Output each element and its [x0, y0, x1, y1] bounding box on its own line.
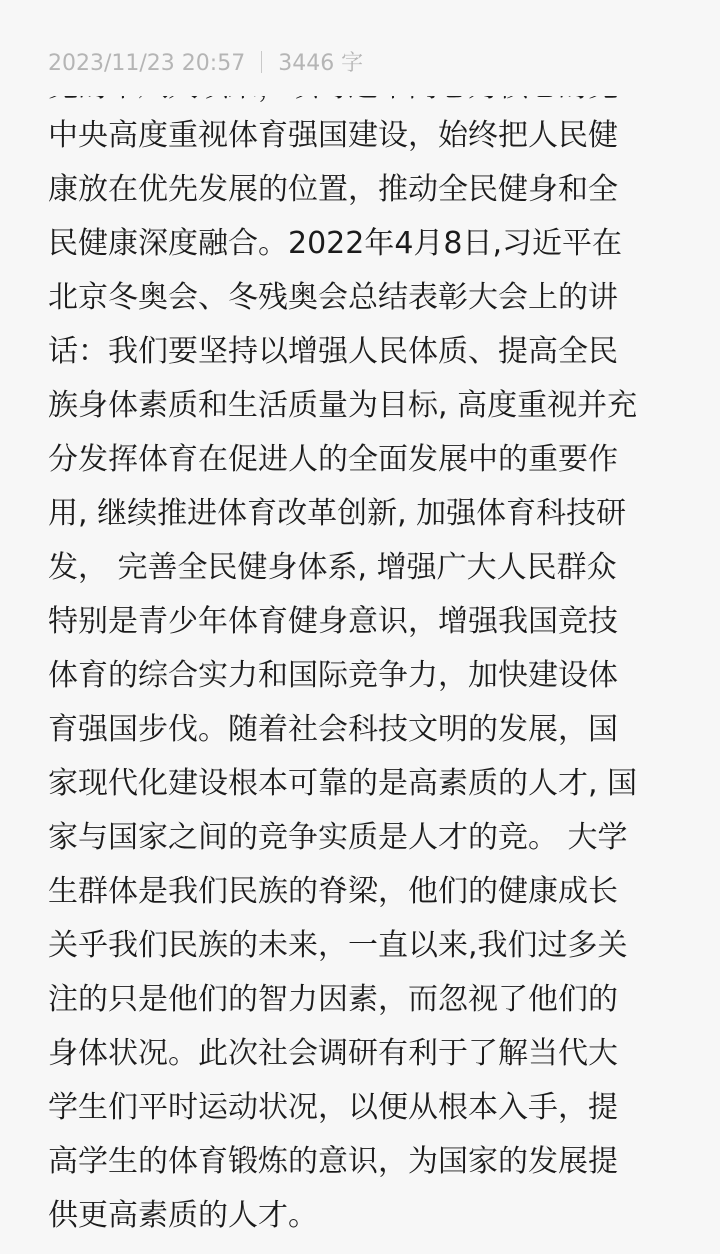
meta-divider: [261, 51, 262, 73]
text-line: 供更高素质的人才。: [48, 1198, 318, 1233]
text-line: 家现代化建设根本可靠的是高素质的人才, 国: [48, 766, 638, 801]
text-line: 学生们平时运动状况，以便从根本入手，提: [48, 1090, 618, 1125]
note-meta-bar: [0, 0, 720, 96]
text-line: 育强国步伐。随着社会科技文明的发展，国: [48, 712, 618, 747]
note-body-text[interactable]: [48, 109, 670, 1243]
text-line: 分发挥体育在促进人的全面发展中的重要作: [48, 442, 618, 477]
text-line: 用, 继续推进体育改革创新, 加强体育科技研: [48, 496, 627, 531]
text-line: 体育的综合实力和国际竞争力，加快建设体: [48, 658, 618, 693]
text-line: 族身体素质和生活质量为目标, 高度重视并充: [48, 388, 638, 423]
note-datetime: 2023/11/23 20:57: [48, 51, 246, 76]
text-line: 中央高度重视体育强国建设，始终把人民健: [48, 118, 618, 153]
text-line: 康放在优先发展的位置，推动全民健身和全: [48, 172, 618, 207]
text-line: 身体状况。此次社会调研有利于了解当代大: [48, 1036, 618, 1071]
note-content[interactable]: [0, 96, 720, 1254]
text-line: 话：我们要坚持以增强人民体质、提高全民: [48, 334, 618, 369]
text-line: 家与国家之间的竞争实质是人才的竞。 大学: [48, 820, 628, 855]
text-line: 关乎我们民族的未来，一直以来,我们过多关: [48, 928, 628, 963]
text-line: 发， 完善全民健身体系, 增强广大人民群众: [48, 550, 617, 585]
text-line: 北京冬奥会、冬残奥会总结表彰大会上的讲: [48, 280, 618, 315]
text-line: 注的只是他们的智力因素，而忽视了他们的: [48, 982, 618, 1017]
note-meta: [48, 50, 363, 78]
text-line: 高学生的体育锻炼的意识，为国家的发展提: [48, 1144, 618, 1179]
note-word-count: 3446 字: [278, 51, 364, 76]
text-line: 特别是青少年体育健身意识，增强我国竞技: [48, 604, 618, 639]
text-line: 民健康深度融合。2022年4月8日,习近平在: [48, 226, 623, 261]
text-line: 生群体是我们民族的脊梁，他们的健康成长: [48, 874, 618, 909]
